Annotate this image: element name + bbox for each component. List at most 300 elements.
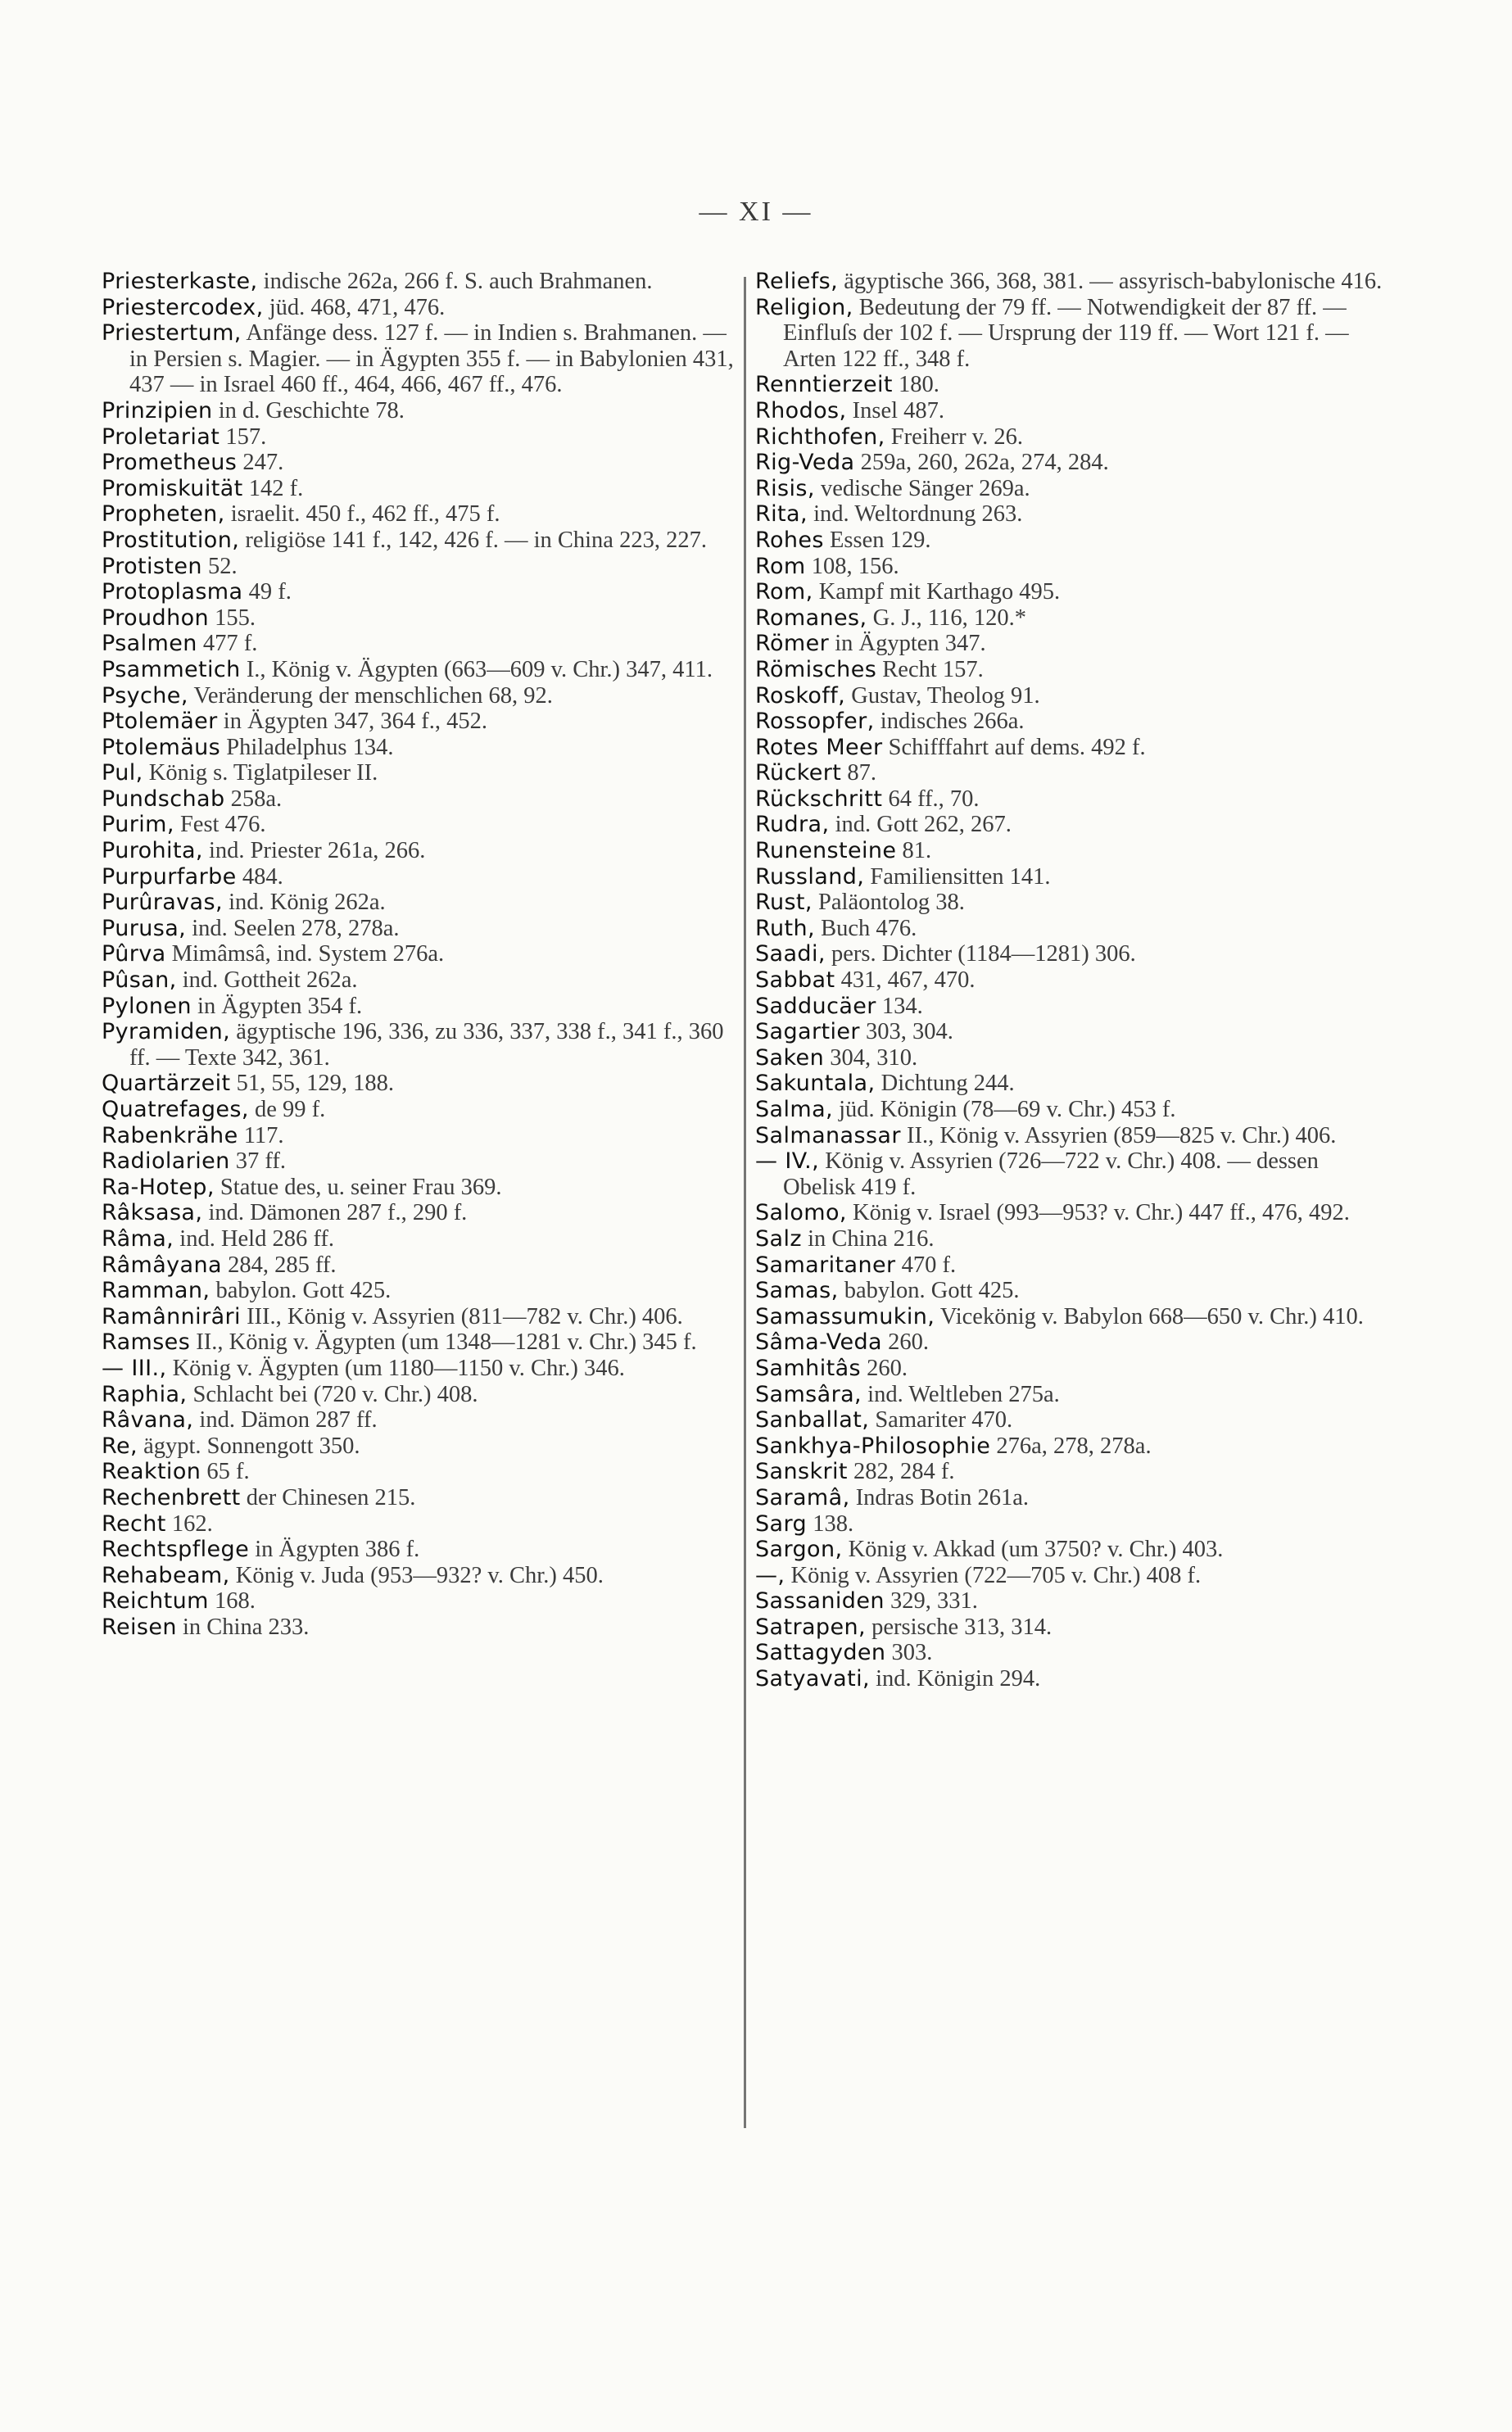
index-references: Schifffahrt auf dems. 492 f.: [888, 734, 1146, 760]
index-term: Rudra,: [755, 812, 830, 838]
index-entry: [755, 735, 1394, 761]
index-term: Pul,: [102, 760, 143, 786]
index-entry: [102, 786, 736, 813]
index-references: Recht 157.: [882, 656, 984, 682]
index-term: Priestertum,: [102, 320, 242, 346]
index-references: Veränderung der menschlichen 68, 92.: [193, 682, 553, 709]
index-entry: [755, 916, 1394, 942]
index-term: Samhitâs: [755, 1355, 861, 1381]
index-references: babylon. Gott 425.: [215, 1278, 392, 1304]
index-entry: [755, 1511, 1394, 1538]
index-term: Reaktion: [102, 1459, 201, 1485]
index-term: Priestercodex,: [102, 294, 264, 320]
index-entry: [755, 683, 1394, 709]
index-references: 157.: [225, 423, 267, 450]
index-term: Römisches: [755, 656, 877, 682]
index-entry: [102, 1588, 736, 1615]
index-references: Anfänge dess. 127 f. — in Indien s. Brahmanen. — in Persien s. Magier. — in Ägypten 355 f. — in Babylonien 431, 437 — in Israel 460 ff., 464, 466, 467 ff., 476.: [129, 320, 734, 398]
index-term: Recht: [102, 1510, 166, 1537]
index-entry: [102, 501, 736, 528]
index-term: Priesterkaste,: [102, 269, 258, 294]
index-references: 303.: [891, 1640, 933, 1666]
index-entry: [102, 398, 736, 424]
index-entry: [102, 476, 736, 502]
index-references: II., König v. Assyrien (859—825 v. Chr.) 406.: [907, 1122, 1337, 1148]
index-term: Purûravas,: [102, 890, 223, 916]
index-references: Familiensitten 141.: [870, 863, 1051, 890]
index-term: Quatrefages,: [102, 1097, 249, 1122]
index-entry: [755, 1200, 1394, 1226]
index-term: Satrapen,: [755, 1614, 866, 1640]
index-references: in Ägypten 386 f.: [255, 1537, 420, 1563]
index-references: pers. Dichter (1184—1281) 306.: [831, 941, 1136, 967]
index-entry: [102, 450, 736, 476]
index-term: Romanes,: [755, 605, 867, 631]
index-term: Proudhon: [102, 605, 210, 631]
index-term: Rom,: [755, 579, 813, 605]
index-references: 484.: [242, 863, 283, 890]
index-term: Sanballat,: [755, 1407, 870, 1433]
index-references: König v. Ägypten (um 1180—1150 v. Chr.) 346.: [172, 1355, 625, 1381]
index-term: Râma,: [102, 1225, 174, 1252]
index-references: babylon. Gott 425.: [844, 1278, 1020, 1304]
index-term: — IV.,: [755, 1148, 820, 1175]
index-references: ind. Gottheit 262a.: [182, 967, 358, 994]
index-entry: [102, 864, 736, 890]
index-entry: [755, 1278, 1394, 1304]
index-references: Mimâmsâ, ind. System 276a.: [171, 941, 445, 967]
index-entry: [755, 605, 1394, 632]
index-term: Pûrva: [102, 941, 166, 967]
index-references: in Ägypten 347, 364 f., 452.: [223, 709, 487, 735]
index-term: Ramses: [102, 1329, 191, 1356]
index-entry: [755, 1615, 1394, 1641]
index-references: ind. Held 286 ff.: [179, 1225, 334, 1252]
index-entry: [102, 1123, 736, 1149]
index-entry: [102, 1071, 736, 1097]
index-references: III., König v. Assyrien (811—782 v. Chr.) 406.: [247, 1303, 683, 1329]
index-entry: [755, 424, 1394, 451]
index-references: Buch 476.: [821, 915, 917, 941]
index-term: Radiolarien: [102, 1148, 230, 1175]
index-references: 134.: [881, 993, 923, 1019]
index-references: ind. Weltleben 275a.: [867, 1381, 1060, 1407]
index-entry: [755, 528, 1394, 554]
index-entry: [755, 1640, 1394, 1666]
index-entry: [102, 1537, 736, 1563]
index-references: 260.: [867, 1355, 908, 1381]
index-references: vedische Sänger 269a.: [821, 475, 1030, 501]
index-references: ind. Priester 261a, 266.: [209, 838, 426, 864]
index-entry: [755, 1459, 1394, 1485]
index-references: in China 233.: [182, 1614, 310, 1640]
index-term: —,: [755, 1562, 785, 1588]
index-term: Salma,: [755, 1097, 834, 1122]
index-entry: [755, 994, 1394, 1020]
index-entry: [755, 786, 1394, 813]
index-references: de 99 f.: [255, 1097, 326, 1122]
index-references: Freiherr v. 26.: [890, 423, 1023, 450]
index-references: 49 f.: [248, 579, 292, 605]
index-references: König v. Akkad (um 3750? v. Chr.) 403.: [848, 1537, 1224, 1563]
index-term: Re,: [102, 1433, 138, 1459]
index-term: Rehabeam,: [102, 1562, 230, 1588]
index-term: Rohes: [755, 527, 824, 553]
index-references: in Ägypten 354 f.: [197, 993, 363, 1019]
index-references: in d. Geschichte 78.: [218, 397, 405, 423]
index-entry: [755, 657, 1394, 683]
index-references: 282, 284 f.: [853, 1459, 955, 1485]
index-references: König v. Assyrien (726—722 v. Chr.) 408. — dessen Obelisk 419 f.: [783, 1148, 1319, 1200]
index-entry: [102, 605, 736, 632]
index-term: Samaritaner: [755, 1252, 896, 1278]
index-references: 108, 156.: [811, 553, 899, 579]
index-entry: [102, 916, 736, 942]
index-entry: [102, 735, 736, 761]
index-term: Roskoff,: [755, 682, 846, 709]
index-term: Quartärzeit: [102, 1071, 231, 1097]
index-term: Reisen: [102, 1614, 177, 1640]
index-term: Russland,: [755, 863, 865, 890]
index-references: 51, 55, 129, 188.: [236, 1071, 395, 1097]
index-term: Rossopfer,: [755, 709, 875, 735]
index-term: Samas,: [755, 1278, 839, 1304]
index-references: der Chinesen 215.: [246, 1484, 416, 1510]
index-references: ind. Gott 262, 267.: [835, 812, 1012, 838]
index-entry: [102, 1148, 736, 1175]
index-term: Risis,: [755, 475, 815, 501]
index-entry: [755, 1148, 1394, 1200]
index-references: ägyptische 196, 336, zu 336, 337, 338 f., 341 f., 360 ff. — Texte 342, 361.: [129, 1019, 724, 1071]
index-term: Râvana,: [102, 1407, 194, 1433]
index-references: Indras Botin 261a.: [855, 1484, 1030, 1510]
index-references: 37 ff.: [235, 1148, 286, 1175]
index-entry: [755, 1252, 1394, 1279]
index-entry: [102, 1200, 736, 1226]
index-term: Salmanassar: [755, 1122, 901, 1148]
index-entry: [102, 709, 736, 735]
index-entry: [755, 554, 1394, 580]
index-term: Psalmen: [102, 631, 197, 657]
index-references: 284, 285 ff.: [228, 1252, 337, 1278]
index-references: 304, 310.: [830, 1044, 918, 1071]
index-term: Sâma-Veda: [755, 1329, 882, 1356]
index-term: Psyche,: [102, 682, 188, 709]
index-entry: [755, 398, 1394, 424]
index-term: Raphia,: [102, 1381, 188, 1407]
index-references: Fest 476.: [179, 812, 266, 838]
index-references: 276a, 278, 278a.: [996, 1433, 1152, 1459]
index-term: Pundschab: [102, 786, 225, 812]
index-entry: [102, 579, 736, 605]
index-entry: [102, 424, 736, 451]
index-references: 64 ff., 70.: [888, 786, 980, 812]
index-entry: [755, 1226, 1394, 1252]
index-term: Rotes Meer: [755, 734, 883, 760]
index-references: I., König v. Ägypten (663—609 v. Chr.) 347, 411.: [246, 656, 713, 682]
index-entry: [755, 269, 1394, 295]
index-term: Saadi,: [755, 941, 826, 967]
index-entry: [755, 476, 1394, 502]
index-term: Protisten: [102, 553, 202, 579]
index-term: Salz: [755, 1225, 802, 1252]
index-entry: [755, 1666, 1394, 1692]
index-term: Salomo,: [755, 1200, 847, 1226]
index-entry: [755, 450, 1394, 476]
index-entry: [102, 295, 736, 321]
index-entry: [755, 1123, 1394, 1149]
index-term: Prometheus: [102, 450, 238, 476]
index-references: Bedeutung der 79 ff. — Notwendigkeit der 87 ff. — Einfluſs der 102 f. — Ursprung der 119 ff. — Wort 121 f. — Arten 122 ff., 348 f.: [783, 294, 1349, 372]
index-term: Rhodos,: [755, 397, 847, 423]
index-entry: [755, 501, 1394, 528]
index-term: Proletariat: [102, 423, 220, 450]
index-term: Rückschritt: [755, 786, 883, 812]
index-entry: [755, 941, 1394, 967]
index-term: Sargon,: [755, 1537, 843, 1563]
index-entry: [755, 1045, 1394, 1071]
index-term: Protoplasma: [102, 579, 243, 605]
index-term: Ruth,: [755, 915, 815, 941]
index-references: König v. Assyrien (722—705 v. Chr.) 408 f.: [790, 1562, 1202, 1588]
index-term: Rig-Veda: [755, 450, 855, 476]
index-term: Râksasa,: [102, 1200, 203, 1226]
index-term: Prinzipien: [102, 397, 213, 423]
index-entry: [102, 1382, 736, 1408]
index-term: Promiskuität: [102, 475, 243, 501]
index-term: Purpurfarbe: [102, 863, 237, 890]
index-entry: [755, 1433, 1394, 1460]
index-references: persische 313, 314.: [871, 1614, 1053, 1640]
index-term: Pûsan,: [102, 967, 177, 994]
index-references: II., König v. Ägypten (um 1348—1281 v. Chr.) 345 f.: [196, 1329, 697, 1356]
index-references: jüd. 468, 471, 476.: [269, 294, 446, 320]
index-entry: [102, 1433, 736, 1460]
index-term: Ptolemäer: [102, 709, 218, 735]
index-references: religiöse 141 f., 142, 426 f. — in China 223, 227.: [245, 527, 707, 553]
index-references: 81.: [902, 838, 932, 864]
index-entry: [755, 1485, 1394, 1511]
index-references: indisches 266a.: [880, 709, 1025, 735]
index-term: Sabbat: [755, 967, 835, 994]
index-term: Rechtspflege: [102, 1537, 250, 1563]
index-entry: [755, 709, 1394, 735]
index-term: Pyramiden,: [102, 1019, 231, 1045]
index-references: Paläontolog 38.: [818, 890, 965, 916]
index-entry: [102, 1563, 736, 1589]
index-entry: [755, 1356, 1394, 1382]
index-term: Sadducäer: [755, 993, 876, 1019]
index-entry: [102, 1097, 736, 1123]
index-references: ind. König 262a.: [229, 890, 386, 916]
index-references: 180.: [898, 372, 939, 398]
index-references: 259a, 260, 262a, 274, 284.: [860, 450, 1109, 476]
index-term: Rom: [755, 553, 806, 579]
index-entry: [102, 890, 736, 916]
index-references: König v. Juda (953—932? v. Chr.) 450.: [235, 1562, 604, 1588]
index-references: Kampf mit Karthago 495.: [818, 579, 1061, 605]
index-entry: [102, 1407, 736, 1433]
index-column-right: [755, 269, 1394, 1692]
index-references: Samariter 470.: [875, 1407, 1013, 1433]
index-term: Ramman,: [102, 1278, 211, 1304]
index-references: 168.: [214, 1588, 256, 1615]
index-references: 65 f.: [206, 1459, 250, 1485]
index-term: Sankhya-Philosophie: [755, 1433, 991, 1459]
index-references: in China 216.: [808, 1225, 935, 1252]
index-references: in Ägypten 347.: [835, 631, 986, 657]
index-term: Samsâra,: [755, 1381, 862, 1407]
index-references: Dichtung 244.: [880, 1071, 1015, 1097]
index-entry: [755, 1588, 1394, 1615]
index-term: Römer: [755, 631, 830, 657]
index-term: Prostitution,: [102, 527, 240, 553]
index-references: Essen 129.: [829, 527, 931, 553]
column-divider: [744, 277, 746, 2128]
index-entry: [102, 967, 736, 994]
index-term: Ra-Hotep,: [102, 1174, 215, 1200]
index-term: Runensteine: [755, 838, 897, 864]
index-references: 87.: [847, 760, 877, 786]
index-entry: [102, 1252, 736, 1279]
index-references: 138.: [813, 1510, 854, 1537]
index-references: 303, 304.: [866, 1019, 953, 1045]
index-term: Sagartier: [755, 1019, 860, 1045]
index-entry: [755, 864, 1394, 890]
index-entry: [102, 320, 736, 398]
index-term: Saken: [755, 1044, 825, 1071]
index-references: ind. Seelen 278, 278a.: [192, 915, 400, 941]
index-entry: [102, 528, 736, 554]
index-entry: [102, 994, 736, 1020]
index-term: Reliefs,: [755, 269, 839, 294]
index-entry: [102, 1615, 736, 1641]
index-entry: [102, 631, 736, 657]
index-term: Sakuntala,: [755, 1071, 876, 1097]
index-term: Rechenbrett: [102, 1484, 241, 1510]
index-references: ind. Weltordnung 263.: [813, 501, 1023, 528]
index-entry: [102, 1175, 736, 1201]
index-entry: [755, 1304, 1394, 1330]
index-entry: [755, 1382, 1394, 1408]
index-term: Ptolemäus: [102, 734, 221, 760]
index-references: 162.: [171, 1510, 213, 1537]
page-number: — XI —: [699, 197, 813, 227]
index-term: Sarg: [755, 1510, 808, 1537]
index-entry: [102, 554, 736, 580]
index-term: Rita,: [755, 501, 808, 528]
index-entry: [102, 683, 736, 709]
index-entry: [755, 631, 1394, 657]
index-entry: [102, 1329, 736, 1356]
index-term: Sassaniden: [755, 1588, 885, 1615]
index-term: Pylonen: [102, 993, 192, 1019]
index-entry: [755, 967, 1394, 994]
index-term: Propheten,: [102, 501, 225, 528]
index-term: — III.,: [102, 1355, 167, 1381]
index-entry: [102, 1459, 736, 1485]
index-references: Vicekönig v. Babylon 668—650 v. Chr.) 410.: [939, 1303, 1364, 1329]
index-references: 155.: [215, 605, 256, 631]
index-term: Rabenkrähe: [102, 1122, 238, 1148]
index-entry: [755, 1407, 1394, 1433]
index-entry: [755, 1071, 1394, 1097]
index-entry: [755, 812, 1394, 838]
index-references: Insel 487.: [852, 397, 945, 423]
index-references: König s. Tiglatpileser II.: [148, 760, 378, 786]
index-term: Religion,: [755, 294, 853, 320]
index-entry: [755, 1097, 1394, 1123]
index-term: Richthofen,: [755, 423, 885, 450]
index-references: 329, 331.: [890, 1588, 978, 1615]
index-entry: [755, 838, 1394, 864]
index-term: Reichtum: [102, 1588, 209, 1615]
index-entry: [102, 812, 736, 838]
index-entry: [102, 1019, 736, 1071]
index-term: Ramânnirâri: [102, 1303, 241, 1329]
index-references: 52.: [208, 553, 238, 579]
index-entry: [102, 1511, 736, 1538]
index-references: 470 f.: [901, 1252, 957, 1278]
index-references: Schlacht bei (720 v. Chr.) 408.: [192, 1381, 478, 1407]
index-term: Râmâyana: [102, 1252, 222, 1278]
index-references: ind. Dämon 287 ff.: [199, 1407, 378, 1433]
index-references: Philadelphus 134.: [226, 734, 394, 760]
index-references: Gustav, Theolog 91.: [851, 682, 1040, 709]
index-entry: [755, 760, 1394, 786]
index-entry: [755, 1019, 1394, 1045]
index-entry: [102, 1304, 736, 1330]
index-references: indische 262a, 266 f. S. auch Brahmanen.: [263, 269, 653, 294]
index-column-left: [102, 269, 736, 1640]
index-entry: [755, 1329, 1394, 1356]
index-term: Samassumukin,: [755, 1303, 935, 1329]
index-references: 477 f.: [202, 631, 258, 657]
index-references: 260.: [888, 1329, 929, 1356]
index-references: 431, 467, 470.: [840, 967, 976, 994]
index-references: 117.: [243, 1122, 284, 1148]
index-term: Rust,: [755, 890, 813, 916]
index-term: Psammetich: [102, 656, 241, 682]
index-entry: [102, 760, 736, 786]
index-references: ägypt. Sonnengott 350.: [143, 1433, 360, 1459]
index-entry: [102, 1226, 736, 1252]
index-entry: [755, 1537, 1394, 1563]
index-references: 142 f.: [248, 475, 304, 501]
index-entry: [755, 1563, 1394, 1589]
index-term: Sattagyden: [755, 1640, 886, 1666]
index-entry: [102, 657, 736, 683]
index-entry: [102, 838, 736, 864]
index-entry: [102, 941, 736, 967]
index-entry: [755, 295, 1394, 373]
index-term: Saramâ,: [755, 1484, 850, 1510]
index-entry: [102, 1485, 736, 1511]
index-entry: [755, 579, 1394, 605]
index-entry: [102, 1278, 736, 1304]
index-references: 247.: [242, 450, 284, 476]
index-term: Renntierzeit: [755, 372, 893, 398]
index-term: Purohita,: [102, 838, 203, 864]
index-references: ind. Königin 294.: [876, 1666, 1041, 1692]
index-term: Satyavati,: [755, 1666, 870, 1692]
index-entry: [755, 372, 1394, 398]
index-term: Purusa,: [102, 915, 187, 941]
index-term: Rückert: [755, 760, 842, 786]
index-references: jüd. Königin (78—69 v. Chr.) 453 f.: [839, 1097, 1176, 1122]
index-references: ind. Dämonen 287 f., 290 f.: [208, 1200, 468, 1226]
index-references: ägyptische 366, 368, 381. — assyrisch-babylonische 416.: [844, 269, 1383, 294]
